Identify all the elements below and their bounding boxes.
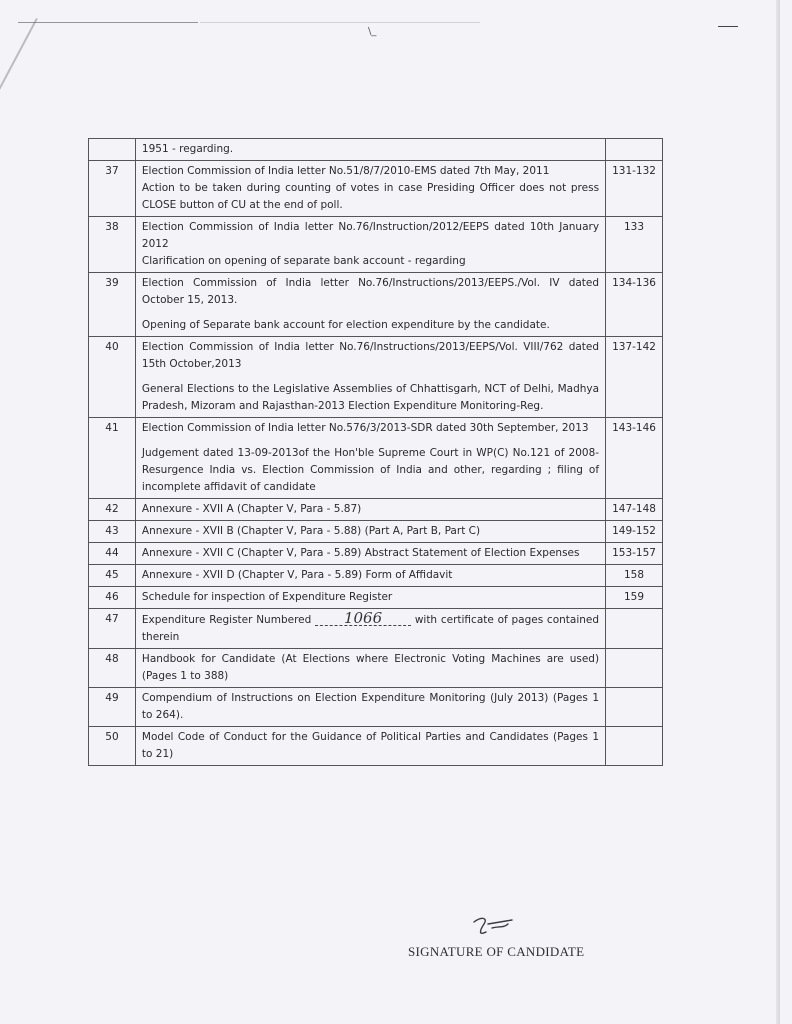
description-cell (135, 161, 605, 217)
serial-number-cell: 44 (89, 543, 136, 565)
table-row (89, 688, 663, 727)
table-row (89, 609, 663, 649)
description-line: Schedule for inspection of Expenditure Register (141, 591, 393, 603)
register-suffix: with certificate of pages contained therein (141, 614, 600, 643)
table-row (89, 161, 663, 217)
description-cell (135, 217, 605, 273)
serial-number-cell: 43 (89, 521, 136, 543)
description-cell (135, 337, 605, 418)
table-row (89, 587, 663, 609)
scan-artifact-line (200, 22, 480, 23)
description-line: Annexure - XVII A (Chapter V, Para - 5.87) (141, 503, 362, 515)
description-cell (135, 609, 605, 649)
description-cell (135, 727, 605, 766)
register-label: Expenditure Register Numbered (141, 614, 312, 626)
description-cell (135, 139, 605, 161)
table-row (89, 565, 663, 587)
scan-artifact-dash (718, 26, 738, 27)
description-line: Clarification on opening of separate bank account - regarding (141, 255, 466, 267)
serial-number-cell: 42 (89, 499, 136, 521)
description-cell (135, 273, 605, 337)
table-row (89, 418, 663, 499)
page-number-cell (606, 727, 663, 766)
description-line: Election Commission of India letter No.576/3/2013-SDR dated 30th September, 2013 (141, 422, 589, 434)
page-number-cell (606, 688, 663, 727)
description-cell (135, 565, 605, 587)
description-cell (135, 649, 605, 688)
table-row (89, 727, 663, 766)
table-row (89, 649, 663, 688)
description-cell (135, 499, 605, 521)
table-row (89, 217, 663, 273)
description-line: Annexure - XVII B (Chapter V, Para - 5.88) (Part A, Part B, Part C) (141, 525, 481, 537)
serial-number-cell: 48 (89, 649, 136, 688)
description-line: 1951 - regarding. (141, 143, 234, 155)
description-cell (135, 418, 605, 499)
page-number-cell: 158 (606, 565, 663, 587)
signature-label: SIGNATURE OF CANDIDATE (408, 944, 585, 959)
page-number-cell: 149-152 (606, 521, 663, 543)
signature-block (404, 912, 634, 972)
description-line: Election Commission of India letter No.76/Instructions/2013/EEPS/Vol. VIII/762 dated 15th October,2013 (141, 341, 600, 370)
description-line: Compendium of Instructions on Election Expenditure Monitoring (July 2013) (Pages 1 to 264). (141, 692, 600, 721)
page-number-cell: 137-142 (606, 337, 663, 418)
table-row (89, 139, 663, 161)
serial-number-cell: 39 (89, 273, 136, 337)
serial-number-cell (89, 139, 136, 161)
serial-number-cell: 49 (89, 688, 136, 727)
description-line: Judgement dated 13-09-2013of the Hon'ble Supreme Court in WP(C) No.121 of 2008- Resurgence India vs. Election Commission of India and other, regarding ; filing of incomplete affidavit of candidate (141, 447, 600, 493)
description-line: Opening of Separate bank account for election expenditure by the candidate. (141, 319, 550, 331)
page-number-cell: 131-132 (606, 161, 663, 217)
table-row (89, 337, 663, 418)
description-line: General Elections to the Legislative Assemblies of Chhattisgarh, NCT of Delhi, Madhya Pradesh, Mizoram and Rajasthan-2013 Election Expenditure Monitoring-Reg. (141, 383, 600, 412)
serial-number-cell: 50 (89, 727, 136, 766)
table-row (89, 543, 663, 565)
page-number-cell (606, 649, 663, 688)
scan-artifact-mark: \_ (368, 26, 377, 37)
serial-number-cell: 40 (89, 337, 136, 418)
serial-number-cell: 37 (89, 161, 136, 217)
serial-number-cell: 46 (89, 587, 136, 609)
scan-artifact-line (18, 22, 198, 23)
scan-artifact-diagonal (0, 18, 38, 143)
page-number-cell (606, 609, 663, 649)
annexure-index-table (88, 138, 663, 766)
description-line (142, 611, 599, 646)
page-number-cell: 147-148 (606, 499, 663, 521)
description-line: Election Commission of India letter No.51/8/7/2010-EMS dated 7th May, 2011 (141, 165, 550, 177)
description-cell (135, 543, 605, 565)
serial-number-cell: 45 (89, 565, 136, 587)
description-cell (135, 688, 605, 727)
description-line: Model Code of Conduct for the Guidance of Political Parties and Candidates (Pages 1 to 21) (141, 731, 600, 760)
description-line: Election Commission of India letter No.76/Instructions/2013/EEPS./Vol. IV dated October 15, 2013. (141, 277, 600, 306)
description-line: Election Commission of India letter No.76/Instruction/2012/EEPS dated 10th January 2012 (141, 221, 600, 250)
page-number-cell: 134-136 (606, 273, 663, 337)
description-line: Annexure - XVII C (Chapter V, Para - 5.89) Abstract Statement of Election Expenses (141, 547, 580, 559)
handwritten-register-number: 1066 (315, 611, 411, 626)
description-cell (135, 587, 605, 609)
signature-scribble-icon (468, 912, 518, 944)
description-line: Handbook for Candidate (At Elections where Electronic Voting Machines are used) (Pages 1 to 388) (141, 653, 600, 682)
page-number-cell: 143-146 (606, 418, 663, 499)
description-line: Action to be taken during counting of votes in case Presiding Officer does not press CLOSE button of CU at the end of poll. (141, 182, 600, 211)
table-row (89, 499, 663, 521)
page-number-cell: 159 (606, 587, 663, 609)
page-edge-shadow (776, 0, 780, 1024)
description-cell (135, 521, 605, 543)
table-row (89, 273, 663, 337)
page-number-cell: 133 (606, 217, 663, 273)
table-row (89, 521, 663, 543)
page-number-cell: 153-157 (606, 543, 663, 565)
page-number-cell (606, 139, 663, 161)
serial-number-cell: 47 (89, 609, 136, 649)
description-line: Annexure - XVII D (Chapter V, Para - 5.89) Form of Affidavit (141, 569, 453, 581)
serial-number-cell: 41 (89, 418, 136, 499)
serial-number-cell: 38 (89, 217, 136, 273)
